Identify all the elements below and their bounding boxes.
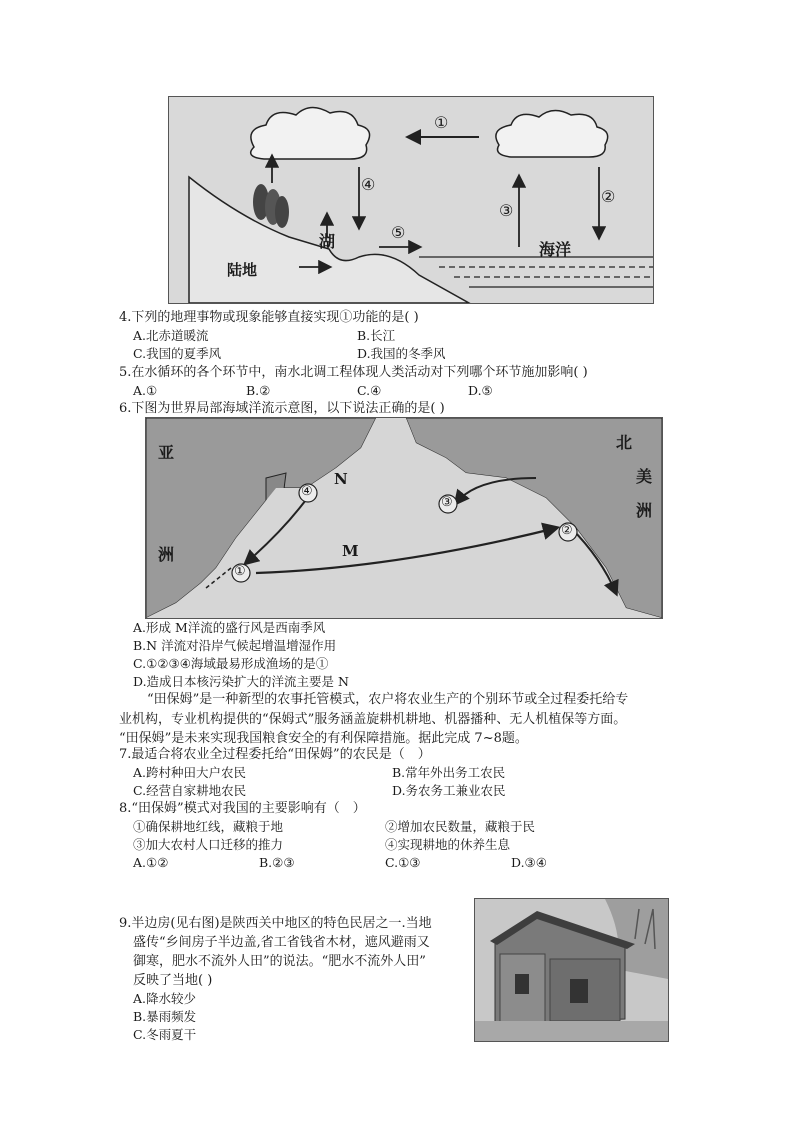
ocean-current-map (146, 418, 662, 618)
passage-line-3: “田保姆”是未来实现我国粮食安全的有利保障措施。据此完成 7~8题。 (119, 731, 528, 746)
q4-stem: 4.下列的地理事物或现象能够直接实现①功能的是( ) (119, 310, 419, 325)
q9-option-b: B.暴雨频发 (133, 1009, 197, 1024)
label-n1: ① (434, 113, 449, 132)
q8-statement-1: ①确保耕地红线，藏粮于地 (133, 819, 284, 834)
left-cloud (251, 107, 370, 159)
q8-option-c: C.①③ (385, 855, 421, 870)
q8-option-b: B.②③ (259, 855, 295, 870)
q8-statement-2: ②增加农民数量，藏粮于民 (385, 819, 536, 834)
q9-line-1: 9.半边房(见右图)是陕西关中地区的特色民居之一.当地 (119, 916, 432, 931)
q6-option-d: D.造成日本核污染扩大的洋流主要是 N (133, 674, 349, 689)
label-na-3: 洲 (636, 501, 653, 520)
q9-line-4: 反映了当地( ) (133, 973, 213, 988)
q6-option-c: C.①②③④海域最易形成渔场的是① (133, 656, 329, 671)
q8-statement-4: ④实现耕地的休养生息 (385, 837, 511, 852)
label-na-1: 北 (616, 433, 633, 452)
q8-statement-3: ③加大农村人口迁移的推力 (133, 837, 284, 852)
q4-option-a: A.北赤道暖流 (133, 328, 209, 343)
q8-stem: 8.“田保姆”模式对我国的主要影响有（ ） (119, 801, 366, 816)
q8-option-d: D.③④ (511, 855, 547, 870)
q9-option-c: C.冬雨夏干 (133, 1027, 197, 1042)
label-ocean: 海洋 (539, 240, 572, 259)
q8-option-a: A.①② (133, 855, 169, 870)
label-land: 陆地 (227, 261, 258, 279)
ocean-current-figure (145, 417, 663, 619)
half-house-photo (474, 898, 669, 1042)
q9-option-a: A.降水较少 (133, 991, 197, 1006)
q5-option-d: D.⑤ (468, 383, 493, 398)
q6-stem: 6.下图为世界局部海域洋流示意图，以下说法正确的是( ) (119, 401, 445, 416)
label-c1: ① (234, 564, 246, 579)
label-asia-2: 洲 (158, 545, 175, 564)
q5-stem: 5.在水循环的各个环节中，南水北调工程体现人类活动对下列哪个环节施加影响( ) (119, 365, 588, 380)
water-cycle-figure (168, 96, 654, 304)
q6-option-a: A.形成 M洋流的盛行风是西南季风 (133, 620, 326, 635)
right-cloud (496, 110, 608, 157)
label-lake: 湖 (319, 232, 336, 251)
label-asia-1: 亚 (158, 443, 175, 462)
label-c4: ④ (301, 484, 313, 499)
q7-option-a: A.跨村种田大户农民 (133, 765, 247, 780)
label-c3: ③ (441, 495, 453, 510)
q7-option-d: D.务农务工兼业农民 (392, 783, 506, 798)
q4-option-b: B.长江 (357, 328, 396, 343)
q4-option-c: C.我国的夏季风 (133, 346, 222, 361)
q6-option-b: B.N 洋流对沿岸气候起增温增湿作用 (133, 638, 337, 653)
label-n2: ② (601, 187, 616, 206)
half-house-image (475, 899, 668, 1041)
q7-stem: 7.最适合将农业全过程委托给“田保姆”的农民是（ ） (119, 747, 431, 762)
q5-option-b: B.② (246, 383, 271, 398)
q5-option-a: A.① (133, 383, 158, 398)
label-n3: ③ (499, 201, 514, 220)
label-na-2: 美 (636, 467, 653, 486)
q7-option-c: C.经营自家耕地农民 (133, 783, 247, 798)
label-c2: ② (561, 523, 573, 538)
q9-line-2: 盛传“乡间房子半边盖,省工省钱省木材，遮风避雨又 (133, 935, 430, 950)
label-current-n: N (334, 470, 348, 488)
passage-line-1: “田保姆”是一种新型的农事托管模式，农户将农业生产的个别环节或全过程委托给专 (147, 692, 629, 707)
label-n5: ⑤ (391, 223, 406, 242)
label-n4: ④ (361, 175, 376, 194)
q9-line-3: 御寒，肥水不流外人田”的说法。“肥水不流外人田” (133, 954, 426, 969)
q4-option-d: D.我国的冬季风 (357, 346, 446, 361)
label-current-m: M (342, 542, 359, 560)
q5-option-c: C.④ (357, 383, 382, 398)
passage-line-2: 业机构，专业机构提供的“保姆式”服务涵盖旋耕机耕地、机器播种、无人机植保等方面。 (119, 712, 627, 727)
q7-option-b: B.常年外出务工农民 (392, 765, 506, 780)
